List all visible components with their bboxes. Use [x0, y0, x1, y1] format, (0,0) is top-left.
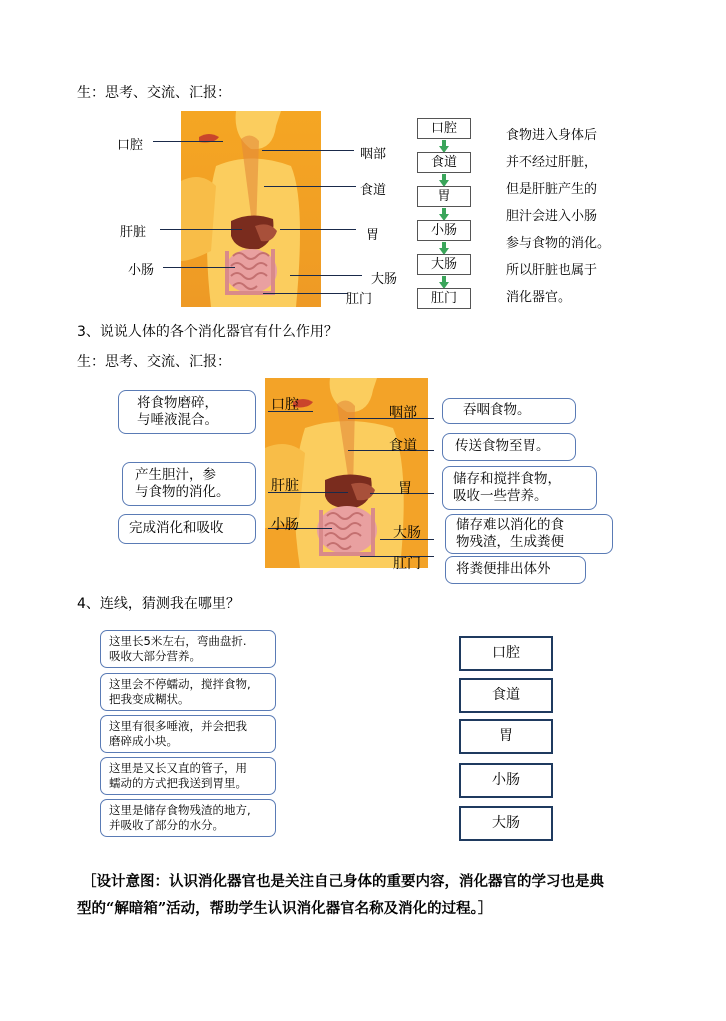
function-bubble-small-intestine: 完成消化和吸收 — [118, 514, 256, 544]
label-anus: 肛门 — [393, 556, 421, 572]
flow-step-small-intestine: 小肠 — [417, 220, 471, 241]
design-note-line: ［设计意图：认识消化器官也是关注自己身体的重要内容，消化器官的学习也是典 — [82, 873, 604, 890]
flow-step-stomach: 胃 — [417, 186, 471, 207]
function-text: 与唾液混合。 — [137, 412, 218, 428]
section4-question: 4、连线，猜测我在哪里？ — [77, 596, 240, 612]
organ-box-stomach[interactable]: 胃 — [459, 719, 553, 754]
label-liver: 肝脏 — [271, 478, 299, 494]
label-esophagus: 食道 — [360, 183, 387, 198]
function-bubble-esophagus: 传送食物至胃。 — [442, 433, 576, 461]
function-bubble-large-intestine — [445, 514, 613, 554]
organ-box-mouth[interactable]: 口腔 — [459, 636, 553, 671]
function-text: 吸收一些营养。 — [453, 488, 548, 504]
flow-step-anus: 肛门 — [417, 288, 471, 309]
flow-step-large-intestine: 大肠 — [417, 254, 471, 275]
note-line: 胆汁会进入小肠 — [506, 209, 598, 224]
function-bubble-stomach — [442, 466, 597, 510]
note-line: 消化器官。 — [506, 290, 572, 305]
clue-text: 磨碎成小块。 — [109, 734, 178, 748]
function-bubble-liver — [122, 462, 256, 506]
function-text: 将食物磨碎， — [137, 395, 218, 411]
note-line: 所以肝脏也属于 — [506, 263, 598, 278]
note-line: 但是肝脏产生的 — [506, 182, 598, 197]
function-text: 产生胆汁，参 — [135, 467, 216, 483]
note-line: 参与食物的消化。 — [506, 236, 611, 251]
leader-small-intestine — [163, 267, 235, 268]
label-liver: 肝脏 — [120, 225, 147, 240]
clue-card[interactable] — [100, 799, 276, 837]
section3-heading: 生：思考、交流、汇报： — [77, 354, 231, 370]
clue-card[interactable] — [100, 673, 276, 711]
label-large-intestine: 大肠 — [371, 272, 398, 287]
label-large-intestine: 大肠 — [393, 525, 421, 541]
function-text: 储存难以消化的食 — [456, 517, 564, 533]
section3-question: 3、说说人体的各个消化器官有什么作用？ — [77, 324, 338, 340]
leader-pharynx — [262, 150, 354, 151]
leader-esophagus — [264, 186, 356, 187]
label-small-intestine: 小肠 — [128, 263, 155, 278]
label-anus: 肛门 — [346, 292, 373, 307]
clue-text: 这里是又长又直的管子，用 — [109, 761, 247, 775]
label-mouth: 口腔 — [271, 397, 299, 413]
flow-step-mouth: 口腔 — [417, 118, 471, 139]
section1-heading: 生：思考、交流、汇报： — [77, 85, 231, 101]
note-line: 并不经过肝脏， — [506, 155, 598, 170]
label-mouth: 口腔 — [117, 138, 144, 153]
label-pharynx: 咽部 — [389, 405, 417, 421]
organ-box-small-intestine[interactable]: 小肠 — [459, 763, 553, 798]
function-text: 储存和搅拌食物， — [453, 471, 561, 487]
design-intent-note — [77, 868, 604, 922]
organ-box-large-intestine[interactable]: 大肠 — [459, 806, 553, 841]
label-esophagus: 食道 — [389, 438, 417, 454]
flow-step-esophagus: 食道 — [417, 152, 471, 173]
clue-text: 并吸收了部分的水分。 — [109, 818, 224, 832]
clue-text: 这里长5米左右，弯曲盘折. — [109, 634, 247, 648]
clue-text: 这里有很多唾液，并会把我 — [109, 719, 247, 733]
function-bubble-anus: 将粪便排出体外 — [445, 556, 586, 584]
clue-text: 这里会不停蠕动，搅拌食物, — [109, 677, 251, 691]
label-pharynx: 咽部 — [360, 147, 387, 162]
leader-liver — [160, 229, 242, 230]
liver-note — [506, 122, 610, 311]
design-note-line: 型的“解暗箱”活动，帮助学生认识消化器官名称及消化的过程。］ — [77, 900, 493, 917]
function-text: 与食物的消化。 — [135, 484, 230, 500]
clue-card[interactable] — [100, 757, 276, 795]
label-small-intestine: 小肠 — [271, 517, 299, 533]
leader-large-intestine — [290, 275, 362, 276]
leader-anus — [263, 293, 348, 294]
function-text: 物残渣，生成粪便 — [456, 534, 564, 550]
note-line: 食物进入身体后 — [506, 128, 598, 143]
organ-box-esophagus[interactable]: 食道 — [459, 678, 553, 713]
label-stomach: 胃 — [398, 481, 412, 497]
clue-card[interactable] — [100, 630, 276, 668]
clue-text: 这里是储存食物残渣的地方, — [109, 803, 251, 817]
leader-stomach — [280, 229, 356, 230]
clue-text: 吸收大部分营养。 — [109, 649, 201, 663]
clue-text: 蠕动的方式把我送到胃里。 — [109, 776, 247, 790]
function-bubble-pharynx: 吞咽食物。 — [442, 398, 576, 424]
function-bubble-mouth — [118, 390, 256, 434]
clue-card[interactable] — [100, 715, 276, 753]
label-stomach: 胃 — [366, 228, 380, 243]
clue-text: 把我变成糊状。 — [109, 692, 190, 706]
leader-mouth — [153, 141, 223, 142]
